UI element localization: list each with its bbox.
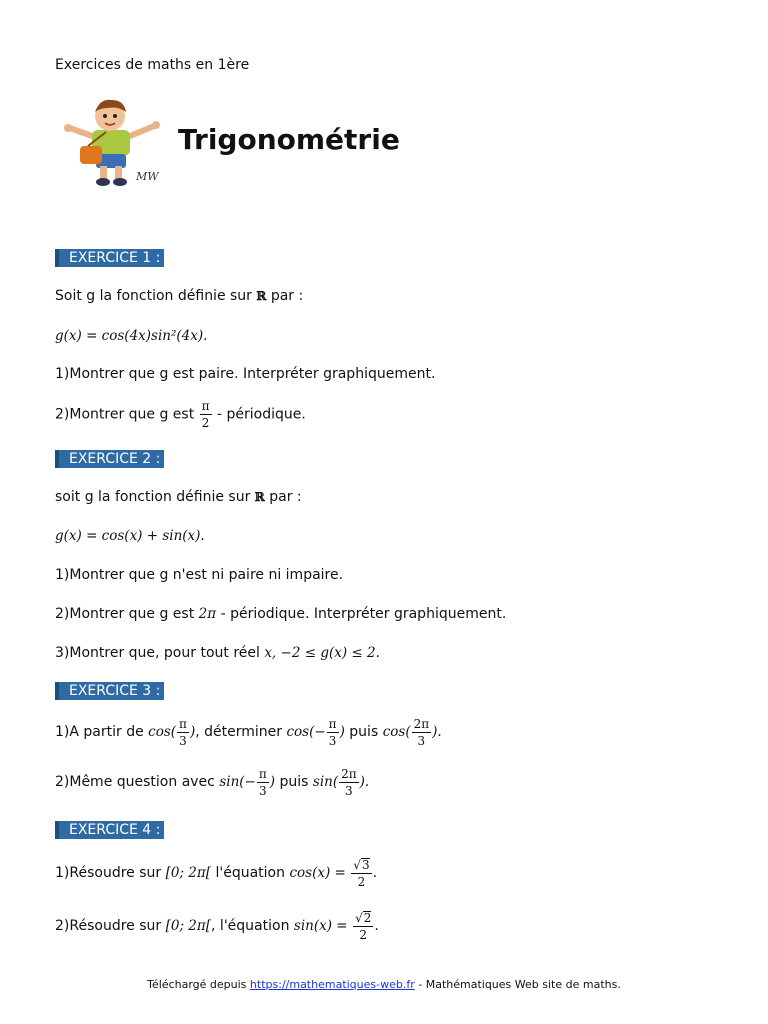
exercise-1-label: EXERCICE 1 : <box>55 249 164 267</box>
document-subtitle: Exercices de maths en 1ère <box>55 57 250 73</box>
exercise-2-question-3: 3)Montrer que, pour tout réel x, −2 ≤ g(x) ≤ 2. <box>55 645 380 661</box>
exercise-1-question-1: 1)Montrer que g est paire. Interpréter graphiquement. <box>55 366 436 382</box>
exercise-3-question-2: 2)Même question avec sin(− $\frac{\pi}{3}$ ) puis sin( $\frac{2\pi}{3}$ ). <box>55 767 370 798</box>
exercise-2-formula: g(x) = cos(x) + sin(x). <box>55 528 205 544</box>
exercise-4-question-1: 1)Résoudre sur [0; 2π[ l'équation cos(x) = $\frac{√3}{2}$ . <box>55 858 378 889</box>
exercise-1-formula: g(x) = cos(4x)sin²(4x). <box>55 328 208 344</box>
exercise-1-intro: Soit g la fonction définie sur ℝ par : <box>55 288 304 304</box>
page-footer: Téléchargé depuis https://mathematiques-web.fr - Mathématiques Web site de maths. <box>147 978 621 991</box>
exercise-2-question-2: 2)Montrer que g est 2π - périodique. Interpréter graphiquement. <box>55 606 507 622</box>
exercise-2-question-1: 1)Montrer que g n'est ni paire ni impaire. <box>55 567 344 583</box>
exercise-2-intro: soit g la fonction définie sur ℝ par : <box>55 489 302 505</box>
exercise-2-label: EXERCICE 2 : <box>55 450 164 468</box>
exercise-3-question-1: 1)A partir de cos( $\frac{\pi}{3}$ ), déterminer cos(− $\frac{\pi}{3}$ ) puis cos( $\frac{2\pi}{3}$ ). <box>55 717 442 748</box>
exercise-4-label: EXERCICE 4 : <box>55 821 164 839</box>
exercise-3-label: EXERCICE 3 : <box>55 682 164 700</box>
exercise-1-question-2: 2)Montrer que g est $\frac{\pi}{2}$ - périodique. <box>55 399 306 430</box>
mascot-illustration <box>60 96 164 192</box>
page-title: Trigonométrie <box>178 123 400 156</box>
footer-site-link[interactable]: https://mathematiques-web.fr <box>249 978 415 991</box>
exercise-4-question-2: 2)Résoudre sur [0; 2π[, l'équation sin(x) = $\frac{√2}{2}$ . <box>55 911 379 942</box>
watermark-text: MW <box>136 170 159 183</box>
